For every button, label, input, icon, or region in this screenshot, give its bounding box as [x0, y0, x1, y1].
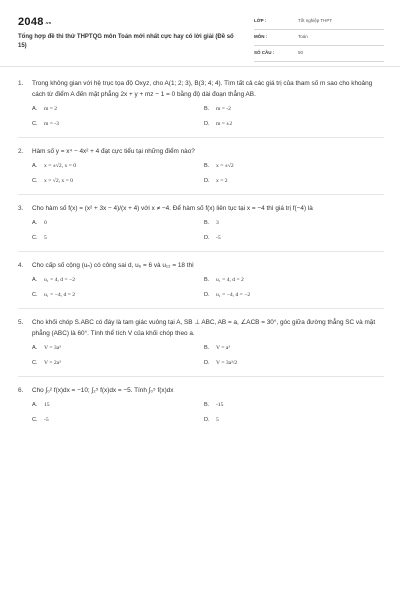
- question-number: 4.: [18, 262, 24, 269]
- option-letter: A.: [32, 163, 38, 169]
- logo[interactable]: [18, 16, 51, 28]
- question-text: Hàm số y = x⁴ − 4x² + 4 đạt cực tiểu tại những điểm nào?: [32, 148, 195, 155]
- question-3: [18, 203, 384, 252]
- meta-label: MÔN :: [254, 34, 268, 39]
- option-text: V = 3a³/2: [216, 360, 238, 366]
- option-text: -5: [44, 417, 49, 423]
- question-number: 2.: [18, 148, 24, 155]
- option-b[interactable]: [204, 104, 376, 115]
- question-1: [18, 78, 384, 138]
- option-c[interactable]: [32, 290, 204, 301]
- option-text: 0: [44, 220, 47, 226]
- option-d[interactable]: [204, 358, 376, 369]
- option-text: 15: [44, 402, 50, 408]
- meta-row-subject: [254, 30, 384, 46]
- option-text: V = 2a³: [44, 360, 61, 366]
- option-a[interactable]: [32, 343, 204, 354]
- option-text: x = √2, x = 0: [44, 178, 73, 184]
- option-text: u₁ = 4, d = −2: [44, 277, 75, 283]
- question-4: [18, 260, 384, 309]
- option-text: -15: [216, 402, 224, 408]
- question-text: Cho khối chóp S.ABC có đáy là tam giác vuông tại A, SB ⊥ ABC, AB = a, ∠ACB = 30°, góc giữa đường thẳng SC và mặt phẳng (ABC) là 60°. Tính thể tích V của khối chóp theo a.: [32, 319, 376, 337]
- meta-label: LỚP :: [254, 18, 267, 23]
- meta-value: Toán: [298, 34, 308, 39]
- option-b[interactable]: [204, 161, 376, 172]
- option-text: 5: [216, 417, 219, 423]
- option-letter: C.: [32, 292, 38, 298]
- option-text: x = ±√2, x = 0: [44, 163, 77, 169]
- logo-text: 2048: [18, 16, 44, 28]
- option-b[interactable]: [204, 343, 376, 354]
- question-text: Trong không gian với hệ trục tọa độ Oxyz, cho A(1; 2; 3), B(3; 4; 4). Tìm tất cả các giá trị của tham số m sao cho khoảng cách từ điểm A đến mặt phẳng 2x + y + mz − 1 = 0 bằng độ dài đoạn thẳng AB.: [32, 80, 373, 98]
- option-letter: D.: [204, 235, 210, 241]
- option-d[interactable]: [204, 415, 376, 426]
- option-text: V = a³: [216, 345, 231, 351]
- option-d[interactable]: [204, 233, 376, 244]
- option-letter: B.: [204, 106, 210, 112]
- option-text: u₁ = −4, d = −2: [216, 292, 251, 298]
- meta-value: Tốt nghiệp THPT: [298, 18, 333, 23]
- option-text: m = -2: [216, 106, 231, 112]
- option-text: 3: [216, 220, 219, 226]
- option-letter: B.: [204, 277, 210, 283]
- option-letter: B.: [204, 402, 210, 408]
- option-letter: D.: [204, 178, 210, 184]
- question-6: [18, 385, 384, 426]
- option-letter: D.: [204, 417, 210, 423]
- option-letter: C.: [32, 121, 38, 127]
- option-letter: D.: [204, 360, 210, 366]
- option-letter: C.: [32, 417, 38, 423]
- option-a[interactable]: [32, 400, 204, 411]
- option-text: m = ±2: [216, 121, 233, 127]
- meta-label: SỐ CÂU :: [254, 50, 275, 55]
- option-c[interactable]: [32, 176, 204, 187]
- question-text: Cho ∫₀² f(x)dx = −10; ∫₂⁵ f(x)dx = −5. Tính ∫₀⁵ f(x)dx: [32, 387, 174, 394]
- option-letter: B.: [204, 345, 210, 351]
- option-letter: A.: [32, 345, 38, 351]
- header-divider: [0, 66, 400, 67]
- question-divider: [18, 376, 384, 377]
- question-divider: [18, 137, 384, 138]
- option-letter: A.: [32, 277, 38, 283]
- option-c[interactable]: [32, 415, 204, 426]
- question-divider: [18, 251, 384, 252]
- logo-suffix: .vn: [44, 19, 52, 25]
- option-text: u₁ = −4, d = 2: [44, 292, 75, 298]
- option-a[interactable]: [32, 161, 204, 172]
- option-text: x = ±√2: [216, 163, 234, 169]
- header: [18, 14, 384, 64]
- option-text: x = 2: [216, 178, 228, 184]
- option-letter: D.: [204, 121, 210, 127]
- option-c[interactable]: [32, 358, 204, 369]
- option-letter: B.: [204, 220, 210, 226]
- option-letter: D.: [204, 292, 210, 298]
- option-letter: B.: [204, 163, 210, 169]
- meta-table: [254, 14, 384, 62]
- option-d[interactable]: [204, 290, 376, 301]
- option-b[interactable]: [204, 400, 376, 411]
- question-divider: [18, 194, 384, 195]
- option-letter: C.: [32, 235, 38, 241]
- option-text: -5: [216, 235, 221, 241]
- option-text: u₁ = 4, d = 2: [216, 277, 244, 283]
- option-text: V = 3a³: [44, 345, 61, 351]
- option-letter: C.: [32, 178, 38, 184]
- question-2: [18, 146, 384, 195]
- option-c[interactable]: [32, 233, 204, 244]
- option-letter: C.: [32, 360, 38, 366]
- option-b[interactable]: [204, 218, 376, 229]
- option-letter: A.: [32, 220, 38, 226]
- question-text: Cho hàm số f(x) = (x² + 3x − 4)/(x + 4) với x ≠ −4. Để hàm số f(x) liên tục tại x = −4 thì giá trị f(−4) là: [32, 205, 313, 212]
- option-a[interactable]: [32, 275, 204, 286]
- option-a[interactable]: [32, 104, 204, 115]
- option-d[interactable]: [204, 119, 376, 130]
- option-letter: A.: [32, 106, 38, 112]
- option-a[interactable]: [32, 218, 204, 229]
- question-text: Cho cấp số cộng (uₙ) có công sai d, u₆ = 6 và u₁₂ = 18 thì: [32, 262, 194, 269]
- question-list: [18, 78, 384, 426]
- option-text: m = 2: [44, 106, 58, 112]
- option-d[interactable]: [204, 176, 376, 187]
- question-number: 3.: [18, 205, 24, 212]
- question-number: 6.: [18, 387, 24, 394]
- option-letter: A.: [32, 402, 38, 408]
- question-5: [18, 317, 384, 377]
- option-c[interactable]: [32, 119, 204, 130]
- option-text: m = -3: [44, 121, 59, 127]
- option-text: 5: [44, 235, 47, 241]
- question-divider: [18, 308, 384, 309]
- meta-value: 50: [298, 50, 304, 55]
- question-number: 5.: [18, 319, 24, 326]
- option-b[interactable]: [204, 275, 376, 286]
- meta-row-class: [254, 14, 384, 30]
- meta-row-count: [254, 46, 384, 62]
- question-number: 1.: [18, 80, 24, 87]
- document-title: Tổng hợp đề thi thử THPTQG môn Toán mới nhất cực hay có lời giải (Đề số 15): [18, 34, 234, 49]
